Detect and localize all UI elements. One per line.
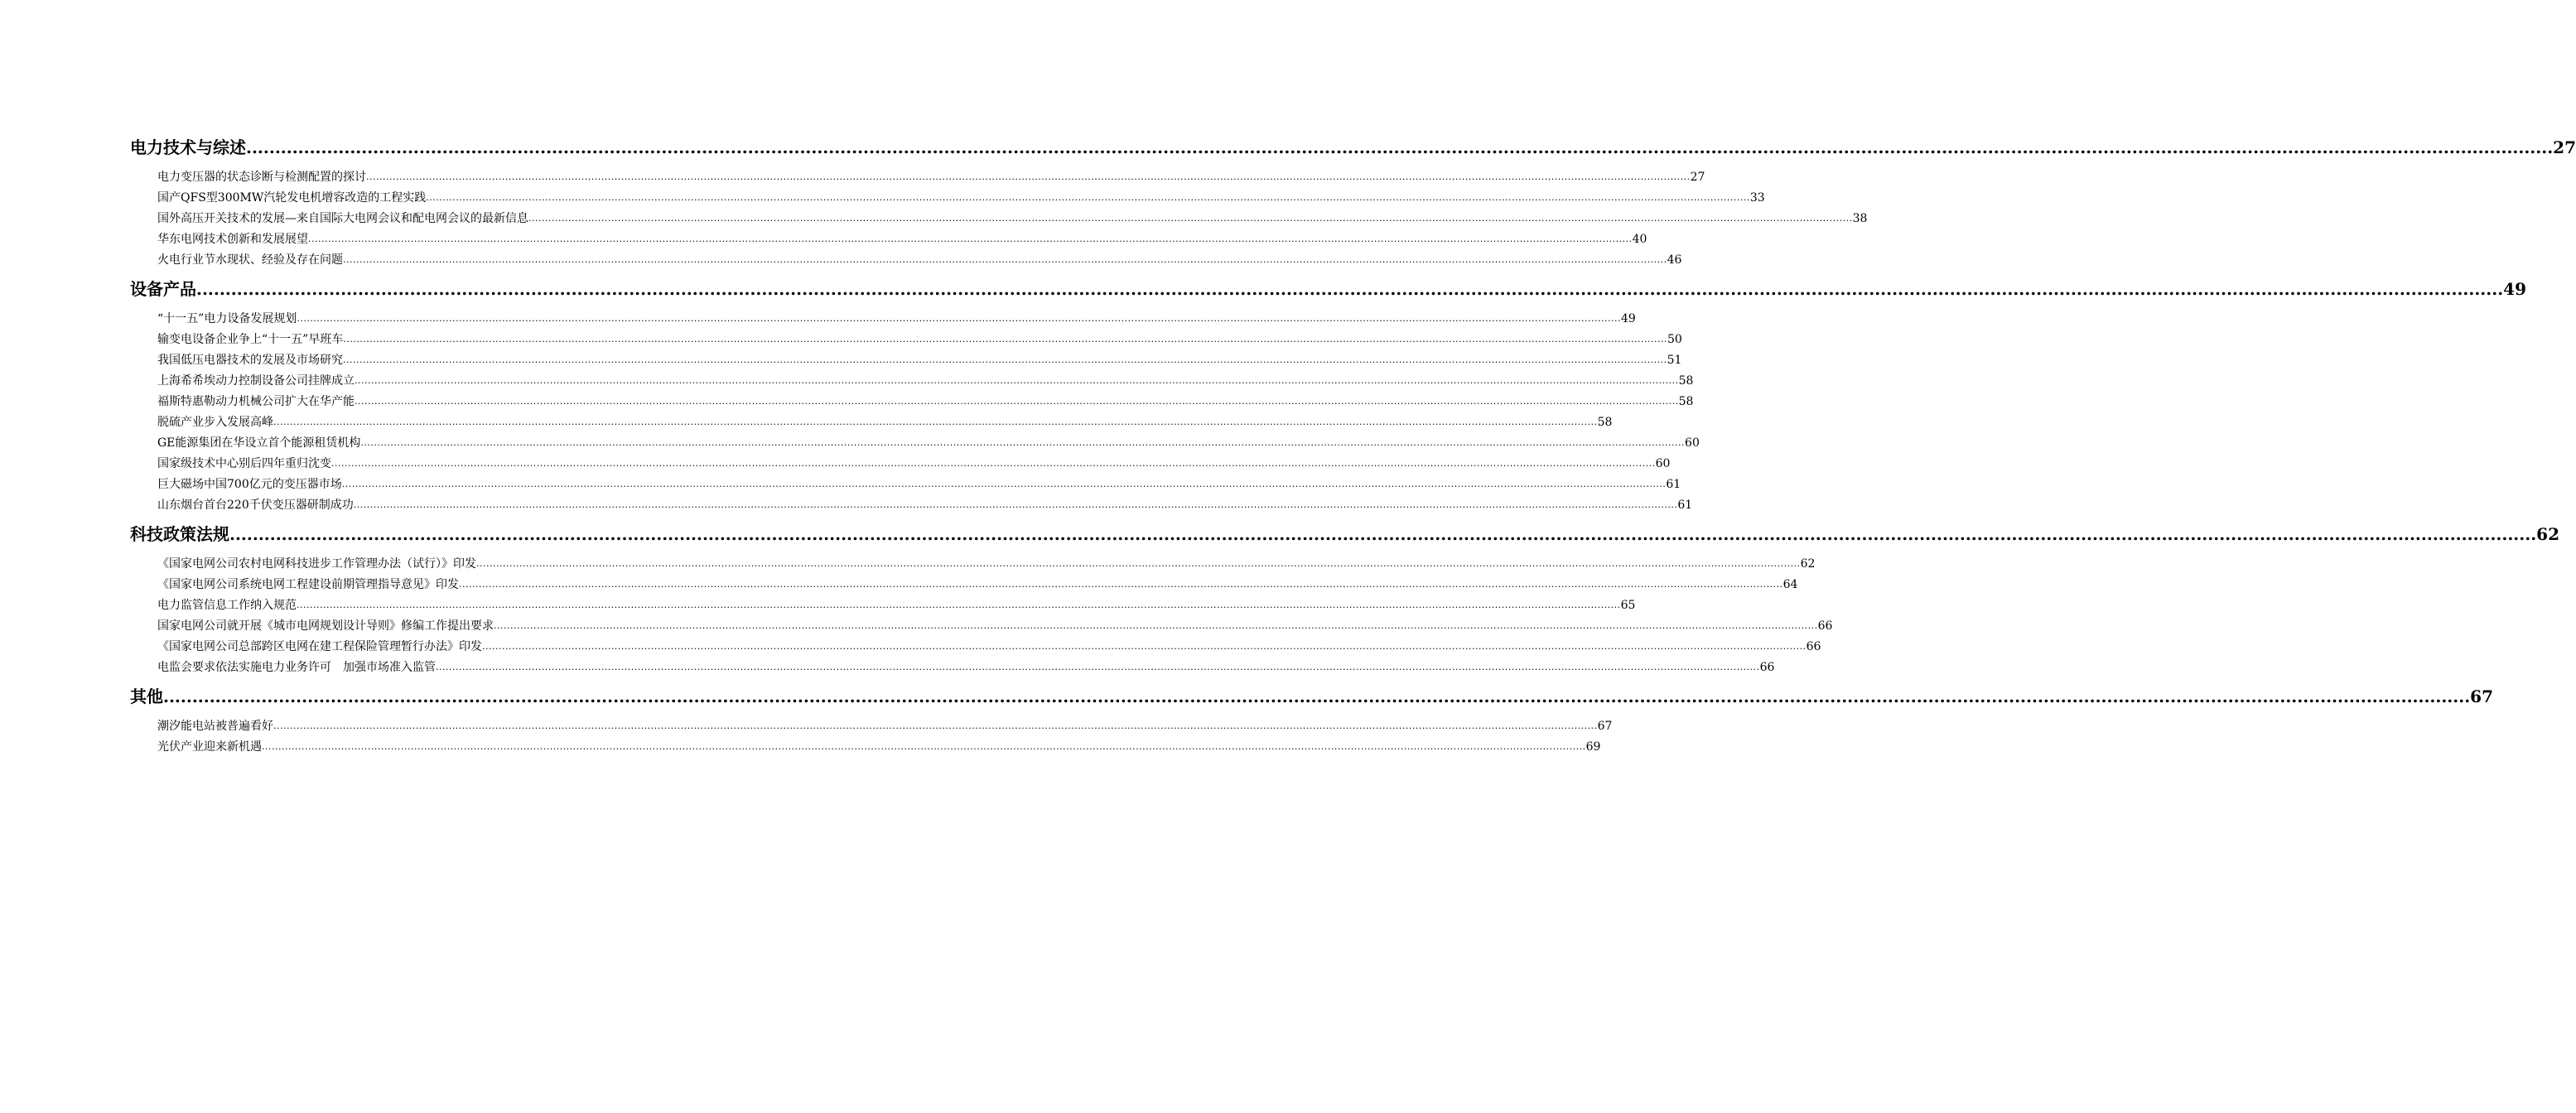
entry-page-number: 66 [1817,619,1833,633]
toc-entry[interactable] [130,368,1694,388]
entry-title: “十一五”电力设备发展规划 [157,312,297,325]
entry-title: 国产QFS型300MW汽轮发电机增容改造的工程实践 [157,191,427,205]
dot-leader: ................................................................................................................................................................................................................................................................................................................................................................................................................ [343,254,1667,265]
section-page-number: 62 [2536,524,2559,544]
entry-title: 光伏产业迎来新机遇 [157,740,262,754]
entry-page-number: 61 [1666,478,1681,491]
toc-entry[interactable] [130,247,1682,267]
dot-leader: ................................................................................................................................................................................................................................................................................................................................................................................................................ [494,620,1818,631]
entry-title: 电力监管信息工作纳入规范 [157,599,297,612]
section-title: 其他 [130,687,163,706]
toc-section [130,680,2493,754]
entry-page-number: 67 [1597,720,1613,733]
toc-entry[interactable] [130,226,1647,247]
dot-leader: ................................................................................................................................................................................................................................................................................................................................................................................................................ [360,437,1686,448]
entry-title: 山东烟台首台220千伏变压器研制成功 [157,499,354,512]
toc-entry[interactable] [130,185,1765,205]
toc-entry[interactable] [130,306,1636,326]
entry-page-number: 33 [1749,191,1765,205]
entry-title: 《国家电网公司总部跨区电网在建工程保险管理暂行办法》印发 [157,640,482,653]
toc-entry[interactable] [130,551,1816,571]
entry-page-number: 66 [1806,640,1821,653]
toc-entry[interactable] [130,205,1868,226]
dot-leader: ................................................................................................................................................................................................................................................................................................................................................................................................................ [196,279,2504,299]
toc-entry[interactable] [130,592,1636,613]
dot-leader: ................................................................................................................................................................................................................................................................................................................................................................................................................ [343,334,1667,344]
dot-leader: ................................................................................................................................................................................................................................................................................................................................................................................................................ [482,641,1807,652]
section-page-number: 49 [2503,279,2526,299]
entry-title: 我国低压电器技术的发展及市场研究 [157,354,343,367]
dot-leader: ................................................................................................................................................................................................................................................................................................................................................................................................................ [262,741,1586,752]
dot-leader: ................................................................................................................................................................................................................................................................................................................................................................................................................ [297,600,1621,610]
entry-page-number: 50 [1667,333,1682,346]
section-page-number: 27 [2553,137,2576,157]
entry-title: 国外高压开关技术的发展—来自国际大电网会议和配电网会议的最新信息 [157,212,528,225]
toc-section-heading[interactable] [130,518,2559,544]
entry-page-number: 58 [1678,395,1694,408]
entry-page-number: 66 [1759,661,1775,674]
section-title: 电力技术与综述 [130,137,246,157]
dot-leader: ................................................................................................................................................................................................................................................................................................................................................................................................................ [331,458,1656,469]
dot-leader: ................................................................................................................................................................................................................................................................................................................................................................................................................ [476,558,1801,569]
entry-title: 输变电设备企业争上“十一五”早班车 [157,333,344,346]
toc-section [130,272,2526,513]
toc-entry[interactable] [130,571,1798,592]
entry-page-number: 64 [1782,578,1798,591]
entry-page-number: 27 [1690,171,1705,184]
entry-title: GE能源集团在华设立首个能源租赁机构 [157,436,361,450]
toc-entry-list [130,164,1868,267]
toc-entry[interactable] [130,409,1613,430]
toc-section-heading[interactable] [130,131,2576,157]
entry-title: 巨大磁场中国700亿元的变压器市场 [157,478,342,491]
entry-page-number: 58 [1597,416,1613,429]
toc-entry-list [130,551,1833,675]
dot-leader: ................................................................................................................................................................................................................................................................................................................................................................................................................ [353,499,1678,510]
entry-title: 火电行业节水现状、经验及存在问题 [157,253,343,267]
toc-entry[interactable] [130,713,1613,734]
toc-entry[interactable] [130,471,1681,492]
dot-leader: ................................................................................................................................................................................................................................................................................................................................................................................................................ [355,396,1679,407]
entry-title: 福斯特惠勒动力机械公司扩大在华产能 [157,395,355,408]
dot-leader: ................................................................................................................................................................................................................................................................................................................................................................................................................ [229,524,2537,544]
dot-leader: ................................................................................................................................................................................................................................................................................................................................................................................................................ [459,579,1783,590]
entry-title: 上海希希埃动力控制设备公司挂牌成立 [157,374,355,388]
dot-leader: ................................................................................................................................................................................................................................................................................................................................................................................................................ [343,354,1667,365]
toc-section-heading[interactable] [130,272,2526,299]
section-title: 设备产品 [130,279,196,299]
toc-section-heading[interactable] [130,680,2493,706]
entry-page-number: 60 [1655,457,1671,470]
dot-leader: ................................................................................................................................................................................................................................................................................................................................................................................................................ [163,687,2471,706]
entry-page-number: 61 [1677,499,1693,512]
toc-entry[interactable] [130,450,1671,471]
dot-leader: ................................................................................................................................................................................................................................................................................................................................................................................................................ [426,192,1750,203]
toc-entry-list [130,713,1613,754]
dot-leader: ................................................................................................................................................................................................................................................................................................................................................................................................................ [273,720,1598,731]
entry-title: 华东电网技术创新和发展展望 [157,233,308,246]
toc-entry[interactable] [130,347,1682,368]
toc-entry-list [130,306,1700,513]
entry-page-number: 49 [1620,312,1636,325]
toc-section [130,518,2559,675]
entry-title: 潮汐能电站被普遍看好 [157,720,273,733]
entry-title: 国家级技术中心别后四年重归沈变 [157,457,331,470]
entry-page-number: 38 [1852,212,1868,225]
toc-entry[interactable] [130,613,1833,634]
toc-entry[interactable] [130,634,1821,654]
toc-entry[interactable] [130,388,1694,409]
entry-title: 国家电网公司就开展《城市电网规划设计导则》修编工作提出要求 [157,619,494,633]
dot-leader: ................................................................................................................................................................................................................................................................................................................................................................................................................ [273,417,1598,427]
entry-title: 电力变压器的状态诊断与检测配置的探讨 [157,171,366,184]
toc-entry[interactable] [130,492,1693,513]
entry-title: 《国家电网公司农村电网科技进步工作管理办法（试行）》印发 [157,557,476,571]
dot-leader: ................................................................................................................................................................................................................................................................................................................................................................................................................ [297,313,1621,324]
toc-entry[interactable] [130,326,1682,347]
entry-page-number: 65 [1620,599,1636,612]
entry-page-number: 40 [1632,233,1647,246]
section-title: 科技政策法规 [130,524,229,544]
entry-page-number: 62 [1800,557,1816,571]
dot-leader: ................................................................................................................................................................................................................................................................................................................................................................................................................ [436,662,1760,672]
dot-leader: ................................................................................................................................................................................................................................................................................................................................................................................................................ [528,213,1853,224]
toc-section [130,131,2576,267]
section-page-number: 67 [2470,687,2493,706]
entry-title: 脱硫产业步入发展高峰 [157,416,273,429]
toc-entry[interactable] [130,734,1601,754]
table-of-contents [130,131,2576,754]
toc-entry[interactable] [130,164,1705,185]
dot-leader: ................................................................................................................................................................................................................................................................................................................................................................................................................ [246,137,2554,157]
entry-title: 电监会要求依法实施电力业务许可 加强市场准入监管 [157,661,436,674]
entry-page-number: 51 [1667,354,1682,367]
entry-page-number: 60 [1685,436,1700,450]
entry-title: 《国家电网公司系统电网工程建设前期管理指导意见》印发 [157,578,459,591]
entry-page-number: 69 [1585,740,1601,754]
dot-leader: ................................................................................................................................................................................................................................................................................................................................................................................................................ [355,375,1679,386]
entry-page-number: 46 [1667,253,1682,267]
dot-leader: ................................................................................................................................................................................................................................................................................................................................................................................................................ [341,479,1667,489]
dot-leader: ................................................................................................................................................................................................................................................................................................................................................................................................................ [308,234,1633,244]
dot-leader: ................................................................................................................................................................................................................................................................................................................................................................................................................ [366,171,1691,182]
toc-entry[interactable] [130,654,1775,675]
entry-page-number: 58 [1678,374,1694,388]
toc-entry[interactable] [130,430,1700,450]
